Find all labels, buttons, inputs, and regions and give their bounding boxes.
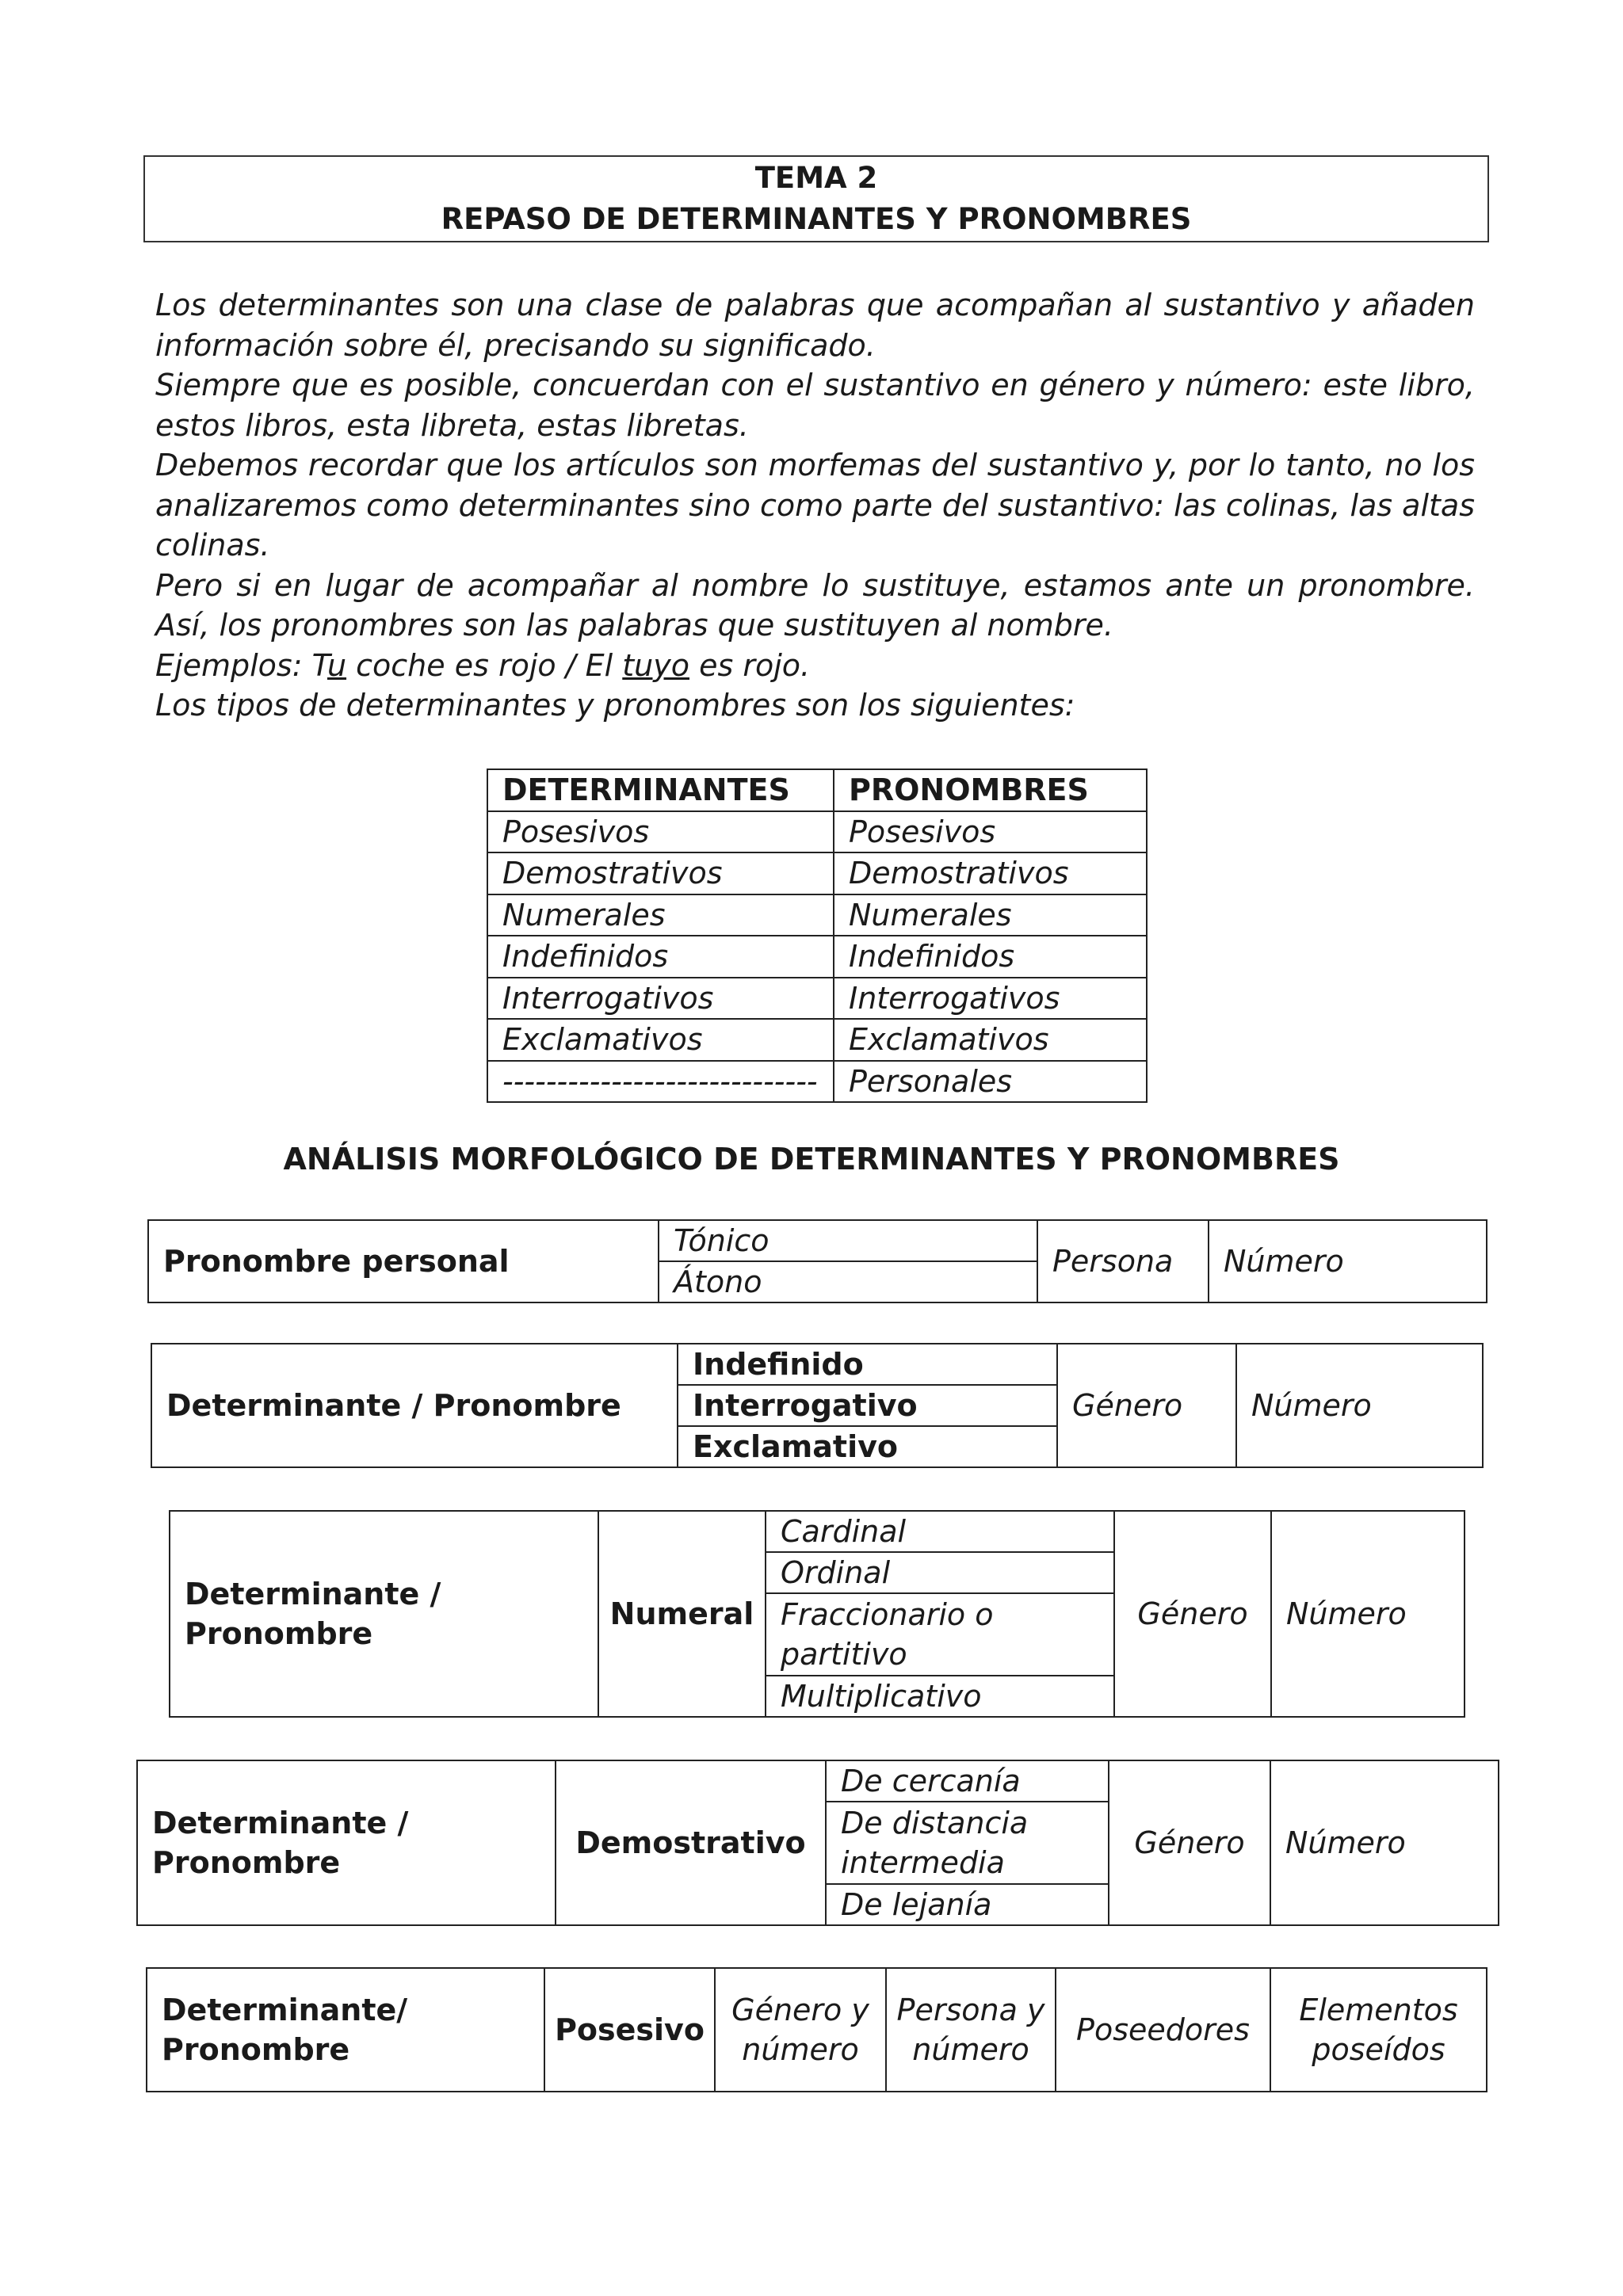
table-cell: Interrogativos: [834, 978, 1147, 1020]
elementos-poseidos-cell: Elementos poseídos: [1270, 1968, 1487, 2092]
poseedores-cell: Poseedores: [1056, 1968, 1270, 2092]
row-label: Determinante / Pronombre: [151, 1344, 678, 1467]
genero-cell: Género: [1057, 1344, 1236, 1467]
header-cell: PRONOMBRES: [834, 769, 1147, 811]
table-cell: Numerales: [487, 894, 834, 936]
table-row: [487, 978, 1147, 1020]
example-underlined: u: [327, 647, 347, 683]
title-line-1: TEMA 2: [754, 161, 878, 195]
numero-cell: Número: [1270, 1760, 1499, 1925]
numero-cell: Número: [1271, 1511, 1465, 1717]
example-underlined: tuyo: [622, 647, 689, 683]
row-label: Pronombre personal: [148, 1220, 659, 1302]
example-text: coche es rojo / El: [346, 647, 623, 683]
table-cell: Exclamativos: [834, 1019, 1147, 1061]
subtype-cell: Ordinal: [766, 1552, 1114, 1593]
subtype-cell: De cercanía: [826, 1760, 1109, 1802]
numero-cell: Número: [1209, 1220, 1487, 1302]
example-text: Ejemplos: T: [155, 647, 327, 683]
table-row: [487, 894, 1147, 936]
persona-cell: Persona: [1037, 1220, 1209, 1302]
subtype-cell: Fraccionario o partitivo: [766, 1593, 1114, 1676]
intro-text: [155, 285, 1475, 726]
genero-numero-cell: Género y número: [715, 1968, 886, 2092]
intro-examples: [155, 646, 1475, 686]
row-label: Determinante / Pronombre: [137, 1760, 556, 1925]
type-cell: Posesivo: [544, 1968, 715, 2092]
subtype-cell: Exclamativo: [678, 1426, 1057, 1467]
table-cell: Indefinidos: [834, 936, 1147, 978]
intro-paragraph: Siempre que es posible, concuerdan con el sustantivo en género y número: este libro, estos libros, esta libreta, estas libretas.: [155, 368, 1475, 443]
section-title: ANÁLISIS MORFOLÓGICO DE DETERMINANTES Y PRONOMBRES: [283, 1142, 1340, 1177]
table-cell: Posesivos: [487, 811, 834, 853]
table-row: [487, 811, 1147, 853]
intro-paragraph: Pero si en lugar de acompañar al nombre lo sustituye, estamos ante un pronombre. Así, los pronombres son las palabras que sustituyen al nombre.: [155, 567, 1475, 643]
table-row: [487, 1019, 1147, 1061]
row-label: Determinante / Pronombre: [170, 1511, 598, 1717]
example-text: es rojo.: [689, 647, 811, 683]
intro-paragraph: Los tipos de determinantes y pronombres son los siguientes:: [155, 688, 1075, 723]
subtype-cell: Multiplicativo: [766, 1676, 1114, 1717]
type-cell: Numeral: [598, 1511, 766, 1717]
table-header-row: [487, 769, 1147, 811]
persona-numero-cell: Persona y número: [886, 1968, 1056, 2092]
intro-paragraph: Los determinantes son una clase de palabras que acompañan al sustantivo y añaden información sobre él, precisando su significado.: [155, 288, 1475, 363]
type-cell: Demostrativo: [556, 1760, 826, 1925]
subtype-cell: Indefinido: [678, 1344, 1057, 1385]
types-table: [487, 769, 1148, 1103]
table-row: [487, 852, 1147, 894]
table-cell: Personales: [834, 1061, 1147, 1103]
table-cell: Indefinidos: [487, 936, 834, 978]
subtype-cell: Cardinal: [766, 1511, 1114, 1552]
table-cell: Demostrativos: [834, 852, 1147, 894]
table-cell: Interrogativos: [487, 978, 834, 1020]
title-box: [143, 155, 1489, 242]
subtype-cell: Átono: [659, 1261, 1037, 1302]
subtype-cell: De lejanía: [826, 1884, 1109, 1925]
subtype-cell: Interrogativo: [678, 1385, 1057, 1426]
analysis-table-posesivo: [146, 1967, 1487, 2092]
analysis-table-personal: [147, 1219, 1487, 1303]
row-label: Determinante/ Pronombre: [147, 1968, 544, 2092]
subtype-cell: De distancia intermedia: [826, 1802, 1109, 1884]
analysis-table-indefinido: [151, 1343, 1484, 1468]
numero-cell: Número: [1236, 1344, 1483, 1467]
table-cell: Exclamativos: [487, 1019, 834, 1061]
table-row: [487, 1061, 1147, 1103]
title-line-2: REPASO DE DETERMINANTES Y PRONOMBRES: [441, 202, 1192, 236]
table-cell: Posesivos: [834, 811, 1147, 853]
subtype-cell: Tónico: [659, 1220, 1037, 1261]
genero-cell: Género: [1109, 1760, 1270, 1925]
genero-cell: Género: [1114, 1511, 1271, 1717]
analysis-table-demostrativo: [136, 1760, 1499, 1926]
header-cell: DETERMINANTES: [487, 769, 834, 811]
table-cell: Demostrativos: [487, 852, 834, 894]
table-row: [487, 936, 1147, 978]
table-cell: -----------------------------: [487, 1061, 834, 1103]
analysis-table-numeral: [169, 1510, 1465, 1718]
intro-paragraph: Debemos recordar que los artículos son morfemas del sustantivo y, por lo tanto, no los analizaremos como determinantes sino como parte del sustantivo: las colinas, las altas colinas.: [155, 448, 1475, 563]
table-cell: Numerales: [834, 894, 1147, 936]
